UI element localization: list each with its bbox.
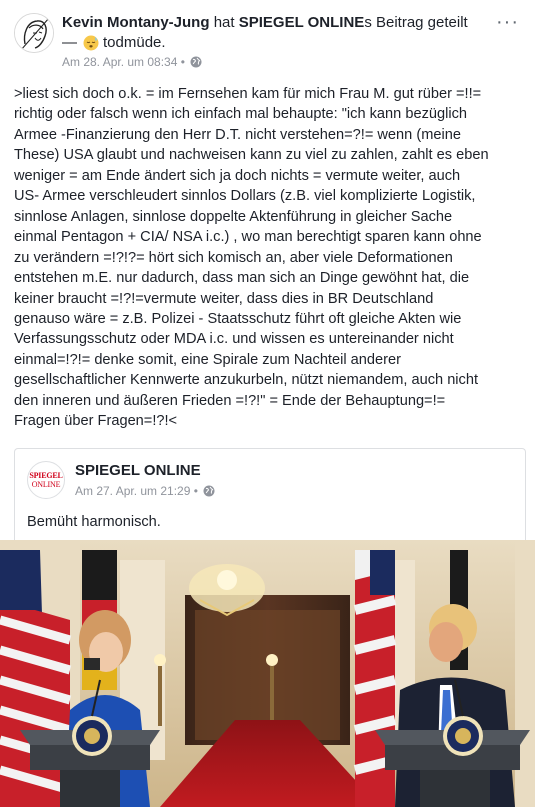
shared-verb: hat <box>213 14 235 31</box>
author-avatar[interactable] <box>14 13 54 53</box>
shared-page-name[interactable]: SPIEGEL ONLINE <box>75 462 201 479</box>
post-header <box>0 0 535 70</box>
feeling-line <box>62 33 482 53</box>
author-avatar-drawing <box>15 14 54 53</box>
globe-icon <box>190 56 202 68</box>
press-conference-image <box>0 540 535 807</box>
press-conference-photo[interactable] <box>0 540 535 807</box>
post-text: >liest sich doch o.k. = im Fernsehen kam für mich Frau M. gut rüber =!!= richtig oder falsch wenn ich einfach mal behaupte: "ich kann bezüglich Armee -Finanzierung den Herr D.T. nicht verstehen=?!= wenn (meine These) USA glaubt und nachweisen kann zu viel zu zahlen, zahlt es eben weniger = am Ende ändert sich ja doch nichts = vermute weiter, auch US- Armee verschleudert sinnlos Dollars (z.B. viel komplizierte Logistik, sinnlose Anlagen, sinnlose doppelte Aktenführung in gleicher Sache einmal Pentagon + CIA/ NSA i.c.) , wo man berechtigt sparen kann ohne zu verändern =!?!?= hört sich komisch an, aber viele Deformationen entstehen m.E. nur dadurch, dass man sich an Dinge gewöhnt hat, die keiner braucht =!?!=vermute weiter, dass dies in BR Deutschland genauso wäre = z.B. Polizei - Staatsschutz führt oft gleiche Akten wie Verfassungsschutz oder MDA i.c. und wissen es untereinander nicht einmal=!?!= denke somit, eine Spirale zum Nachteil anderer gesellschaftlicher Kennwerte anzukurbeln, nützt niemandem, auch nicht den inneren und äußeren Frieden =!?!" = Ende der Behauptung=!= Fragen über Fragen=!?!< <box>14 86 489 430</box>
shared-post-text: Bemüht harmonisch. <box>27 514 161 530</box>
shared-meta <box>75 484 215 498</box>
shared-post-card[interactable] <box>14 448 526 540</box>
logo-top-text: SPIEGEL <box>29 471 63 480</box>
feeling-dash: — <box>62 34 77 51</box>
globe-icon <box>203 485 215 497</box>
logo-bottom-text: ONLINE <box>31 480 61 489</box>
shared-suffix: s Beitrag geteilt <box>364 14 468 31</box>
author-name-link[interactable]: Kevin Montany-Jung <box>62 14 210 31</box>
feeling-text[interactable]: todmüde. <box>103 34 166 51</box>
post-meta <box>62 55 202 69</box>
sleepy-face-icon <box>83 35 99 51</box>
post-timestamp[interactable]: Am 28. Apr. um 08:34 • <box>62 55 185 69</box>
shared-timestamp[interactable]: Am 27. Apr. um 21:29 • <box>75 484 198 498</box>
spiegel-logo[interactable] <box>27 461 65 499</box>
more-options-icon[interactable]: ··· <box>496 11 519 33</box>
page-name-link[interactable]: SPIEGEL ONLINE <box>238 14 365 31</box>
share-headline <box>62 13 482 33</box>
